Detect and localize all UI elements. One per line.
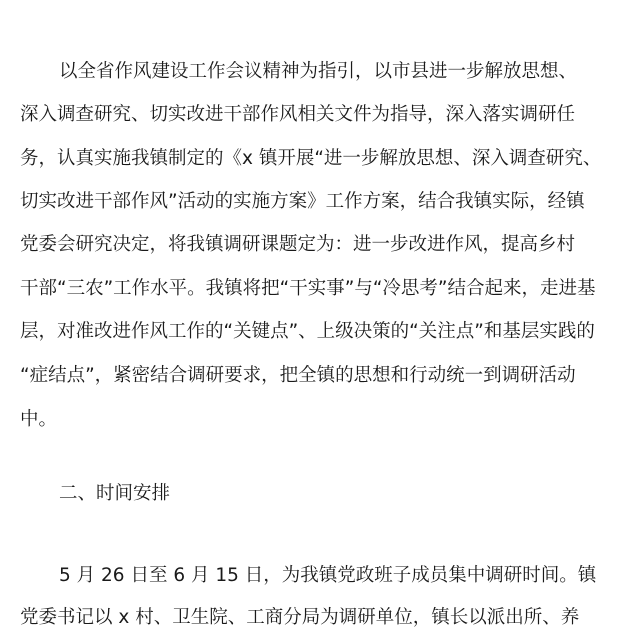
section-2-heading: 二、时间安排 [59, 483, 171, 504]
paragraph-1-line-5: 党委会研究决定，将我镇调研课题定为：进一步改进作风，提高乡村 [20, 234, 576, 255]
paragraph-1-line-6: 干部“三农”工作水平。我镇将把“干实事”与“冷思考”结合起来，走进基 [20, 278, 596, 299]
paragraph-1-line-1: 以全省作风建设工作会议精神为指引，以市县进一步解放思想、 [59, 61, 578, 82]
section-2-line-1: 5 月 26 日至 6 月 15 日，为我镇党政班子成员集中调研时间。镇 [59, 565, 597, 586]
paragraph-1-line-9: 中。 [20, 409, 58, 430]
section-2-line-2: 党委书记以 x 村、卫生院、工商分局为调研单位，镇长以派出所、养 [20, 607, 580, 628]
paragraph-1-line-4: 切实改进干部作风”活动的实施方案》工作方案，结合我镇实际，经镇 [20, 191, 585, 212]
paragraph-1-line-7: 层，对准改进作风工作的“关键点”、上级决策的“关注点”和基层实践的 [20, 321, 595, 342]
paragraph-1-line-8: “症结点”，紧密结合调研要求，把全镇的思想和行动统一到调研活动 [20, 365, 576, 386]
paragraph-1-line-2: 深入调查研究、切实改进干部作风相关文件为指导，深入落实调研任 [20, 104, 576, 125]
paragraph-1-line-3: 务，认真实施我镇制定的《x 镇开展“进一步解放思想、深入调查研究、 [20, 148, 602, 169]
